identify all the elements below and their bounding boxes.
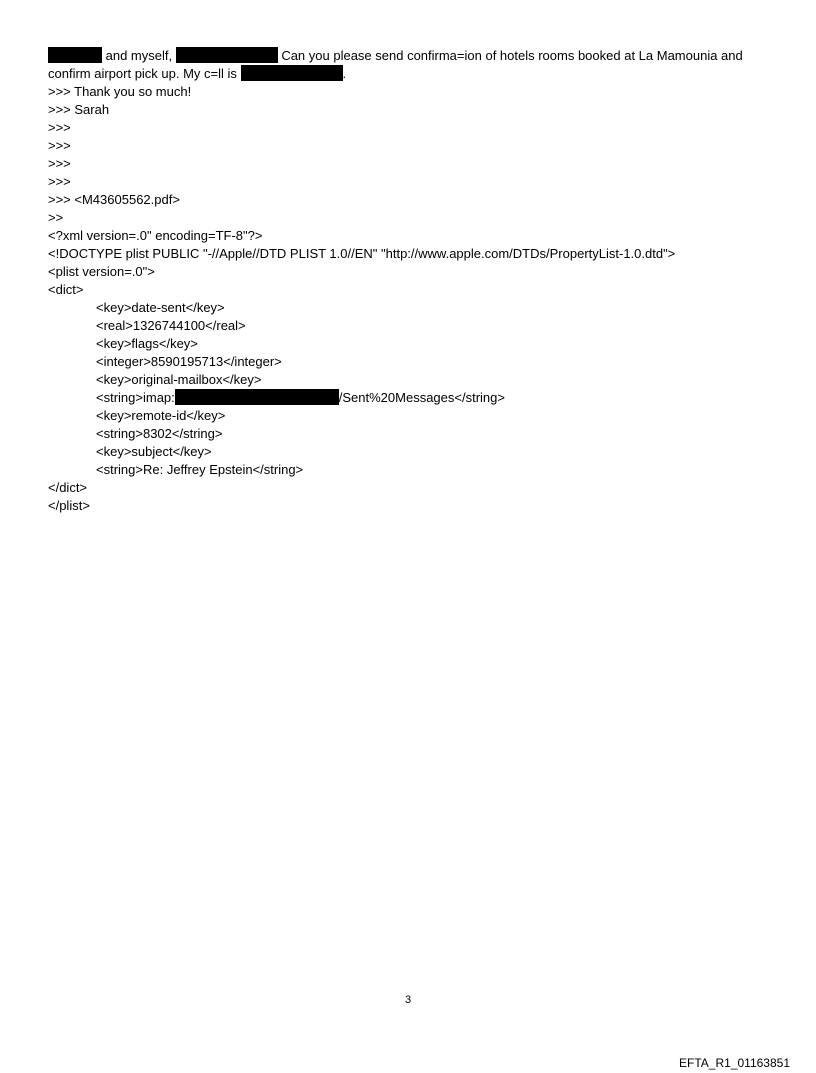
plist-entry: <key>subject</key> xyxy=(96,444,212,459)
email-text: confirm airport pick up. My c=ll is xyxy=(48,66,241,81)
document-id: EFTA_R1_01163851 xyxy=(679,1056,790,1070)
page-number: 3 xyxy=(404,994,412,1006)
redaction-box xyxy=(48,47,102,63)
email-text: and myself, xyxy=(102,48,176,63)
quote-marker: >> xyxy=(48,210,64,225)
redaction-box xyxy=(241,65,343,81)
doctype-line: <!DOCTYPE plist PUBLIC "-//Apple//DTD PLIST 1.0//EN" "http://www.apple.com/DTDs/PropertyList-1.0.dtd"> xyxy=(48,246,676,261)
xml-declaration: <?xml version=.0" encoding=TF-8"?> xyxy=(48,228,263,243)
quote-marker: >>> xyxy=(48,174,71,189)
plist-entry: <key>original-mailbox</key> xyxy=(96,372,262,387)
quote-marker: >>> xyxy=(48,156,71,171)
plist-entry: <key>remote-id</key> xyxy=(96,408,226,423)
plist-text: /Sent%20Messages</string> xyxy=(338,390,505,405)
email-text: . xyxy=(342,66,347,81)
dict-open-tag: <dict> xyxy=(48,282,84,297)
plist-entry: <string>8302</string> xyxy=(96,426,223,441)
email-line: >>> Sarah xyxy=(48,102,110,117)
email-line xyxy=(48,65,778,83)
plist-entry: <integer>8590195713</integer> xyxy=(96,354,282,369)
dict-close-tag: </dict> xyxy=(48,480,88,495)
plist-entry xyxy=(48,389,778,407)
plist-entry: <key>flags</key> xyxy=(96,336,198,351)
plist-entry: <string>Re: Jeffrey Epstein</string> xyxy=(96,462,304,477)
document-body xyxy=(48,47,778,515)
quote-marker: >>> xyxy=(48,138,71,153)
redaction-box xyxy=(175,389,339,405)
attachment-line: >>> <M43605562.pdf> xyxy=(48,192,180,207)
plist-entry: <real>1326744100</real> xyxy=(96,318,246,333)
plist-open-tag: <plist version=.0"> xyxy=(48,264,155,279)
email-text: Can you please send confirma=ion of hotels rooms booked at La Mamounia and xyxy=(277,48,743,63)
plist-text: <string>imap: xyxy=(96,390,175,405)
plist-close-tag: </plist> xyxy=(48,498,90,513)
quote-marker: >>> xyxy=(48,120,71,135)
email-line: >>> Thank you so much! xyxy=(48,84,192,99)
redaction-box xyxy=(176,47,278,63)
plist-entry: <key>date-sent</key> xyxy=(96,300,225,315)
email-line xyxy=(48,47,778,65)
